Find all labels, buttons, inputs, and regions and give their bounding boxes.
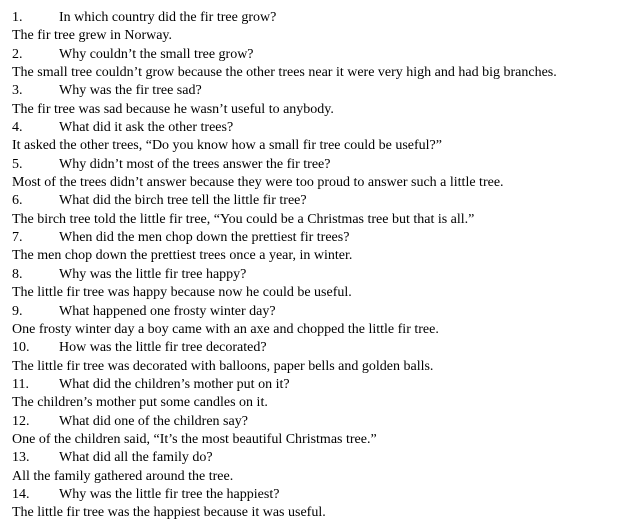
qa-item-10 — [12, 339, 634, 376]
answer-text: Most of the trees didn’t answer because they were too proud to answer such a little tree. — [12, 175, 504, 191]
question-number: 1. — [12, 10, 23, 25]
qa-item-9 — [12, 303, 634, 340]
qa-item-1 — [12, 9, 634, 46]
question-number: 11. — [12, 376, 29, 392]
question-text: In which country did the fir tree grow? — [59, 10, 277, 25]
question-number: 5. — [12, 156, 23, 172]
answer-text: One of the children said, “It’s the most beautiful Christmas tree.” — [12, 431, 377, 447]
question-text: Why didn’t most of the trees answer the fir tree? — [59, 156, 331, 172]
question-text: Why was the little fir tree happy? — [59, 266, 247, 282]
answer-text: The birch tree told the little fir tree, “You could be a Christmas tree but that is all.” — [12, 211, 475, 227]
question-number: 4. — [12, 120, 23, 136]
answer-text: The little fir tree was decorated with balloons, paper bells and golden balls. — [12, 358, 434, 374]
question-line — [12, 266, 634, 284]
question-line — [12, 156, 634, 174]
question-text: What happened one frosty winter day? — [59, 303, 276, 319]
question-text: What did it ask the other trees? — [59, 120, 234, 136]
question-line — [12, 413, 634, 431]
qa-item-3 — [12, 82, 634, 119]
question-text: What did the children’s mother put on it? — [59, 376, 290, 392]
question-line — [12, 376, 634, 394]
question-number: 6. — [12, 193, 23, 209]
question-text: What did one of the children say? — [59, 413, 248, 429]
answer-text: One frosty winter day a boy came with an axe and chopped the little fir tree. — [12, 321, 439, 337]
question-number: 10. — [12, 340, 30, 356]
answer-text: The little fir tree was happy because now he could be useful. — [12, 285, 352, 301]
answer-text: The fir tree was sad because he wasn’t useful to anybody. — [12, 101, 334, 117]
answer-text: The men chop down the prettiest trees once a year, in winter. — [12, 248, 353, 264]
question-number: 3. — [12, 83, 23, 99]
answer-text: The children’s mother put some candles on it. — [12, 395, 268, 411]
question-line — [12, 339, 634, 357]
qa-item-7 — [12, 229, 634, 266]
question-line — [12, 9, 634, 27]
question-number: 8. — [12, 266, 23, 282]
question-line — [12, 82, 634, 100]
question-text: When did the men chop down the prettiest fir trees? — [59, 230, 350, 246]
qa-item-8 — [12, 266, 634, 303]
answer-text: The small tree couldn’t grow because the other trees near it were very high and had big branches. — [12, 65, 557, 81]
question-number: 13. — [12, 450, 30, 466]
qa-item-6 — [12, 192, 634, 229]
question-number: 2. — [12, 46, 23, 62]
qa-item-14 — [12, 486, 634, 523]
qa-item-2 — [12, 46, 634, 83]
question-line — [12, 46, 634, 64]
question-number: 12. — [12, 413, 30, 429]
question-text: Why was the fir tree sad? — [59, 83, 202, 99]
question-text: What did the birch tree tell the little fir tree? — [59, 193, 307, 209]
question-number: 7. — [12, 230, 23, 246]
qa-item-12 — [12, 413, 634, 450]
question-text: Why couldn’t the small tree grow? — [59, 46, 254, 62]
answer-text: All the family gathered around the tree. — [12, 468, 234, 484]
question-text: What did all the family do? — [59, 450, 213, 466]
qa-item-11 — [12, 376, 634, 413]
question-line — [12, 192, 634, 210]
qa-document — [12, 9, 634, 523]
question-line — [12, 303, 634, 321]
question-line — [12, 486, 634, 504]
answer-text: The fir tree grew in Norway. — [12, 28, 173, 44]
qa-item-13 — [12, 449, 634, 486]
answer-text: The little fir tree was the happiest because it was useful. — [12, 505, 326, 521]
question-number: 14. — [12, 486, 30, 502]
question-line — [12, 229, 634, 247]
question-text: How was the little fir tree decorated? — [59, 340, 267, 356]
answer-text: It asked the other trees, “Do you know how a small fir tree could be useful?” — [12, 138, 442, 154]
qa-item-5 — [12, 156, 634, 193]
question-line — [12, 119, 634, 137]
question-line — [12, 449, 634, 467]
qa-item-4 — [12, 119, 634, 156]
question-text: Why was the little fir tree the happiest? — [59, 486, 280, 502]
question-number: 9. — [12, 303, 23, 319]
